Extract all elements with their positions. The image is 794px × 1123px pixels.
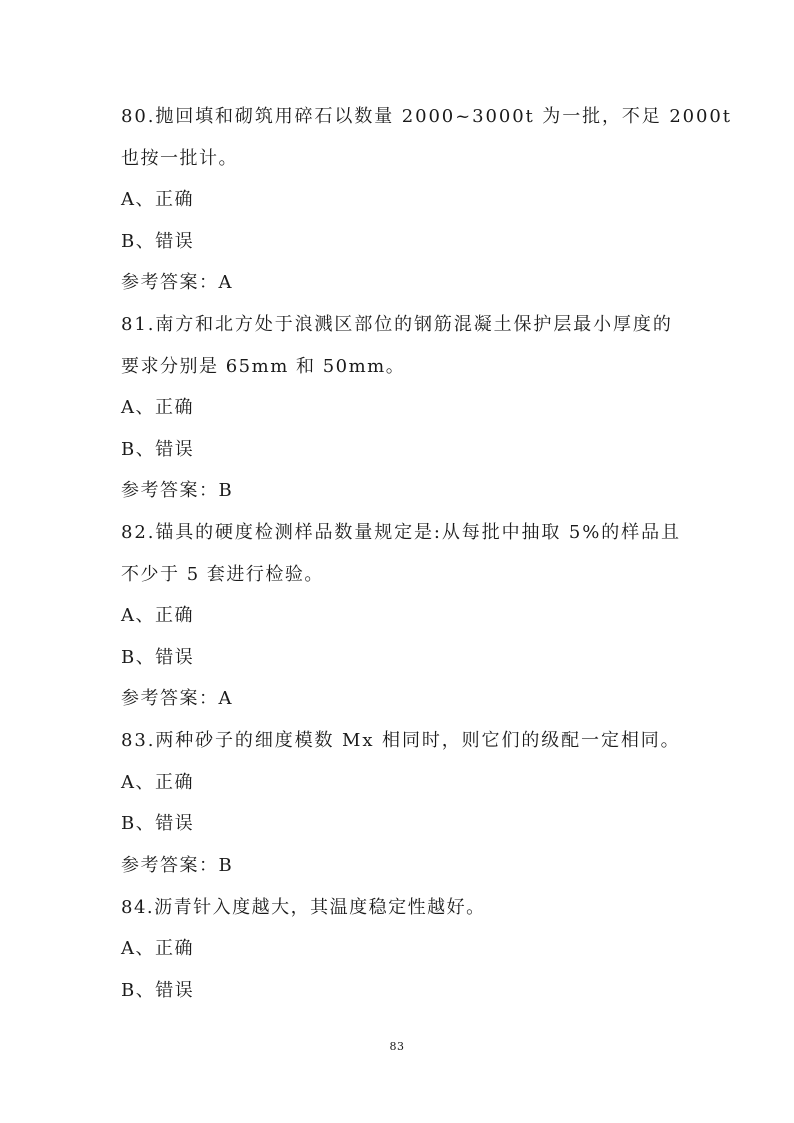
question-82-stem-line-2: 不少于 5 套进行检验。 <box>121 564 324 585</box>
question-83-option-b: B、错误 <box>121 813 195 834</box>
question-83-answer: 参考答案：B <box>121 855 234 876</box>
question-81-stem-line-2: 要求分别是 65mm 和 50mm。 <box>121 356 406 377</box>
question-84-stem-line-1: 84.沥青针入度越大，其温度稳定性越好。 <box>121 897 486 918</box>
question-81-option-b: B、错误 <box>121 439 195 460</box>
question-84-option-b: B、错误 <box>121 980 195 1001</box>
question-83-option-a: A、正确 <box>121 772 194 793</box>
page-number: 83 <box>389 1040 405 1053</box>
question-80-option-a: A、正确 <box>121 189 194 210</box>
question-80-stem-line-1: 80.抛回填和砌筑用碎石以数量 2000~3000t 为一批，不足 2000t <box>121 106 732 127</box>
question-81-stem-line-1: 81.南方和北方处于浪溅区部位的钢筋混凝土保护层最小厚度的 <box>121 314 673 335</box>
question-82-stem-line-1: 82.锚具的硬度检测样品数量规定是:从每批中抽取 5%的样品且 <box>121 522 681 543</box>
question-83-stem-line-1: 83.两种砂子的细度模数 Mx 相同时，则它们的级配一定相同。 <box>121 730 681 751</box>
question-81-answer: 参考答案：B <box>121 480 234 501</box>
question-80-option-b: B、错误 <box>121 231 195 252</box>
question-82-answer: 参考答案：A <box>121 688 233 709</box>
question-80-stem-line-2: 也按一批计。 <box>121 148 238 169</box>
question-82-option-b: B、错误 <box>121 647 195 668</box>
question-84-option-a: A、正确 <box>121 938 194 959</box>
question-80-answer: 参考答案：A <box>121 272 233 293</box>
question-82-option-a: A、正确 <box>121 605 194 626</box>
question-81-option-a: A、正确 <box>121 397 194 418</box>
